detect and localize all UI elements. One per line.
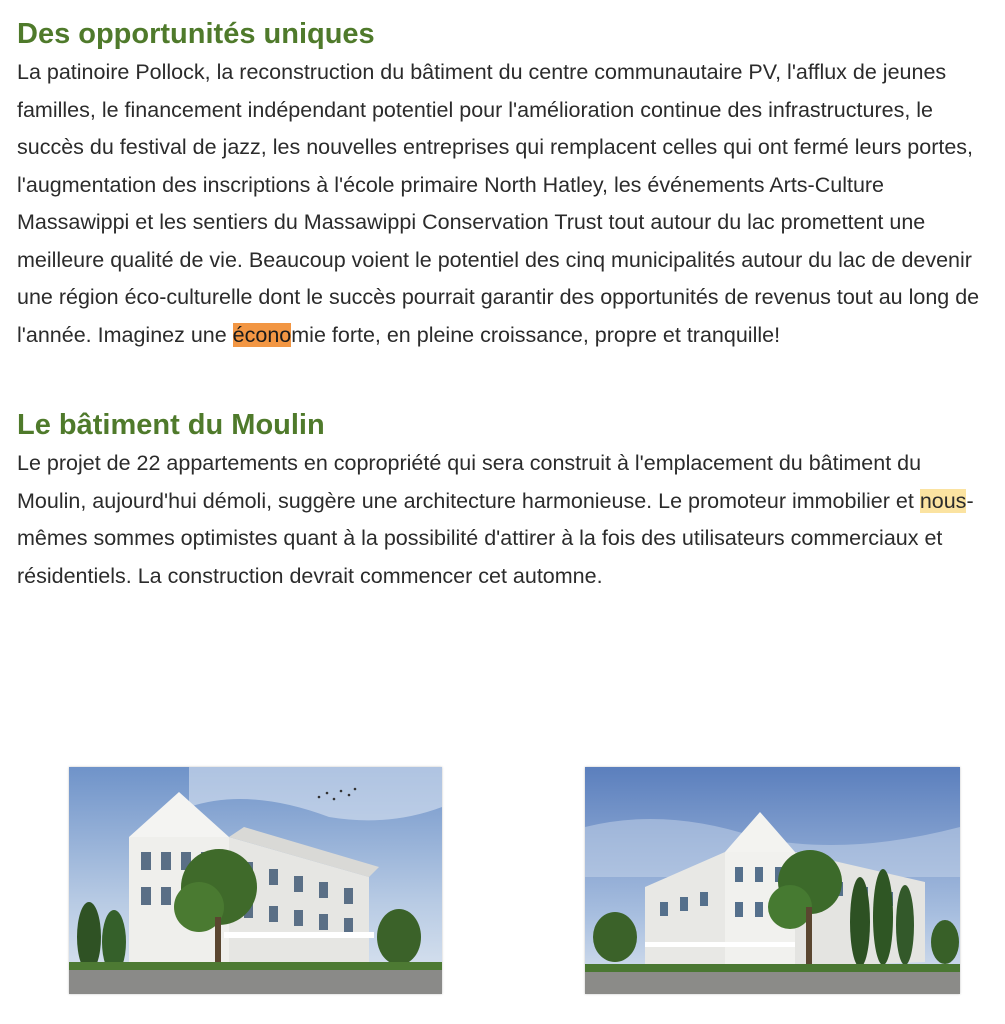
find-highlight-match: nous bbox=[919, 488, 967, 513]
section-opportunities bbox=[17, 14, 989, 354]
paragraph-text: La patinoire Pollock, la reconstruction du bâtiment du centre communautaire PV, l'afflux de jeunes familles, le financement indépendant potentiel pour l'amélioration continue des infrastructures, le succès du festival de jazz, les nouvelles entreprises qui remplacent celles qui ont fermé leurs portes, l'augmentation des inscriptions à l'école primaire North Hatley, les événements Arts-Culture Massawippi et les sentiers du Massawippi Conservation Trust tout autour du lac promettent une meilleure qualité de vie. Beaucoup voient le potentiel des cinq municipalités autour du lac de devenir une région éco-culturelle dont le succès pourrait garantir des opportunités de revenus tout au long de l'année. Imaginez une bbox=[17, 60, 980, 347]
section-heading-opportunities: Des opportunités uniques bbox=[17, 18, 375, 50]
paragraph-moulin bbox=[17, 445, 989, 595]
section-moulin bbox=[17, 405, 989, 595]
building-rendering-left-image bbox=[69, 767, 442, 994]
paragraph-text: mie forte, en pleine croissance, propre et tranquille! bbox=[291, 322, 781, 347]
paragraph-text: Le projet de 22 appartements en copropriété qui sera construit à l'emplacement du bâtiment du Moulin, aujourd'hui démoli, suggère une architecture harmonieuse. Le promoteur immobilier et bbox=[17, 451, 922, 513]
find-highlight-current: écono bbox=[232, 322, 292, 347]
building-rendering-left bbox=[69, 767, 442, 994]
article-content bbox=[17, 14, 989, 595]
paragraph-text: -mêmes sommes optimistes quant à la possibilité d'attirer à la fois des utilisateurs commerciaux et résidentiels. La construction devrait commencer cet automne. bbox=[17, 488, 974, 588]
building-rendering-right bbox=[585, 767, 960, 994]
building-rendering-right-image bbox=[585, 767, 960, 994]
section-heading-moulin: Le bâtiment du Moulin bbox=[17, 409, 325, 441]
paragraph-opportunities bbox=[17, 54, 989, 354]
